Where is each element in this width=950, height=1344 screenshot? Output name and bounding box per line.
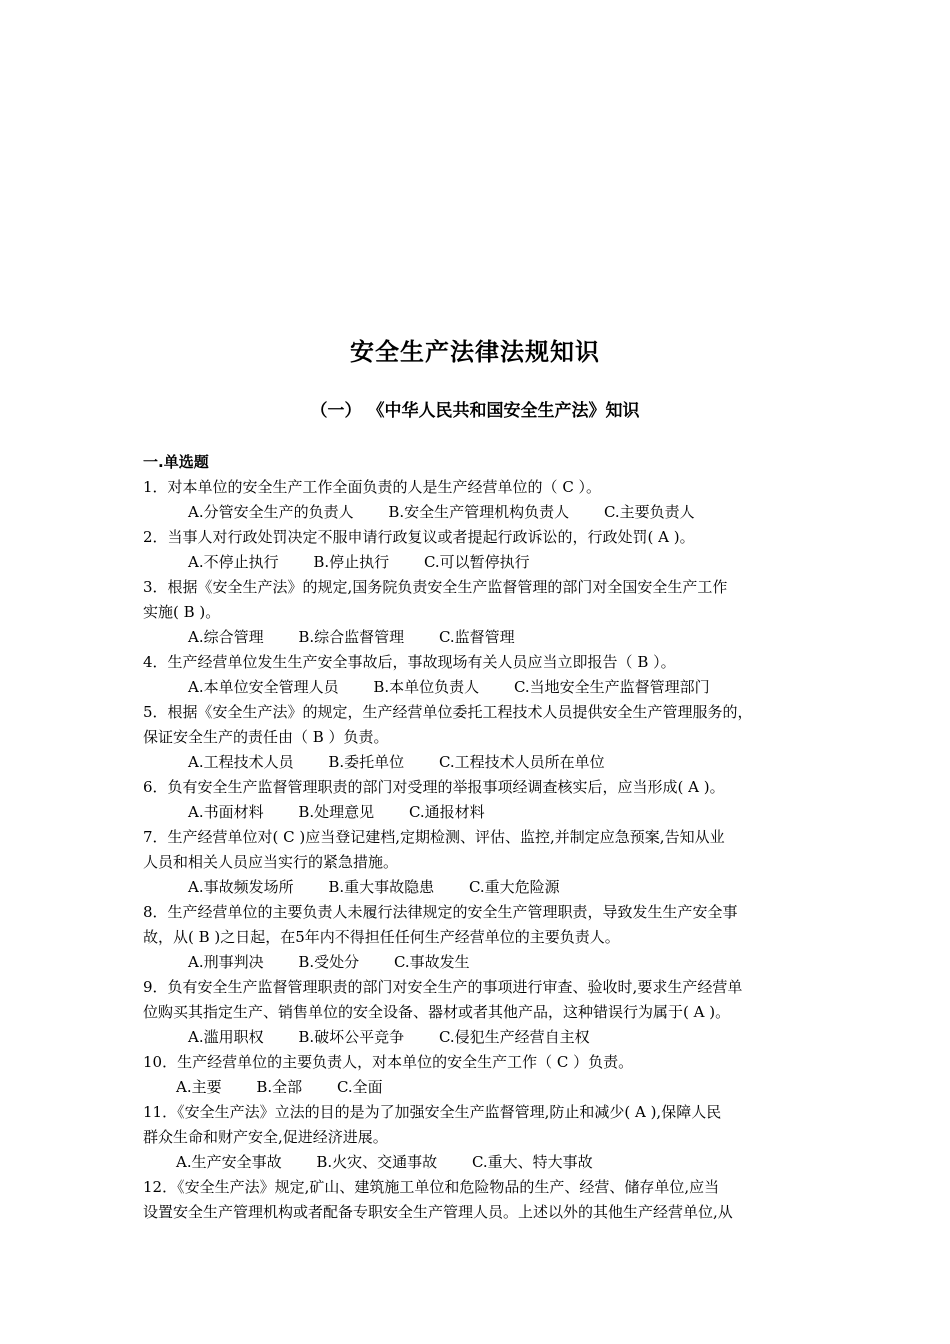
question-10-option-a: A.主要 <box>176 1078 222 1096</box>
question-4-line-1: 4．生产经营单位发生生产安全事故后，事故现场有关人员应当立即报告（ B ）。 <box>143 653 676 671</box>
question-11-line-2: 群众生命和财产安全,促进经济进展。 <box>143 1128 388 1146</box>
question-1-line-1: 1．对本单位的安全生产工作全面负责的人是生产经营单位的（ C ）。 <box>143 478 602 496</box>
question-9-option-b: B.破坏公平竞争 <box>298 1028 405 1046</box>
section-subhead: 一.单选题 <box>143 453 209 471</box>
question-5-option-c: C.工程技术人员所在单位 <box>438 753 605 771</box>
question-10-option-b: B.全部 <box>256 1078 303 1096</box>
question-8-option-c: C.事故发生 <box>393 953 470 971</box>
question-5-option-a: A.工程技术人员 <box>188 753 294 771</box>
question-9-option-c: C.侵犯生产经营自主权 <box>438 1028 590 1046</box>
question-12-line-1: 12．《安全生产法》规定,矿山、建筑施工单位和危险物品的生产、经营、储存单位,应当 <box>143 1178 720 1196</box>
question-11-options <box>143 1150 823 1175</box>
question-1-options <box>143 500 823 525</box>
question-3-option-a: A.综合管理 <box>188 628 264 646</box>
question-2-option-a: A.不停止执行 <box>188 553 279 571</box>
question-8-option-b: B.受处分 <box>298 953 360 971</box>
question-7-line-2: 人员和相关人员应当实行的紧急措施。 <box>143 853 399 871</box>
question-4-options <box>143 675 823 700</box>
question-10-options <box>143 1075 823 1100</box>
question-7-line-1: 7．生产经营单位对( C )应当登记建档,定期检测、评估、监控,并制定应急预案,告知从业 <box>143 828 725 846</box>
question-3-option-c: C.监督管理 <box>438 628 515 646</box>
question-8-option-a: A.刑事判决 <box>188 953 264 971</box>
question-11-option-a: A.生产安全事故 <box>176 1153 282 1171</box>
question-10-line-1: 10．生产经营单位的主要负责人，对本单位的安全生产工作（ C ）负责。 <box>143 1053 634 1071</box>
question-1-option-a: A.分管安全生产的负责人 <box>188 503 354 521</box>
question-11-option-b: B.火灾、交通事故 <box>316 1153 438 1171</box>
question-11-option-c: C.重大、特大事故 <box>471 1153 593 1171</box>
question-9-option-a: A.滥用职权 <box>188 1028 264 1046</box>
question-9-line-2: 位购买其指定生产、销售单位的安全设备、器材或者其他产品，这种错误行为属于( A )。 <box>143 1003 731 1021</box>
question-6-option-c: C.通报材料 <box>408 803 485 821</box>
question-6-option-a: A.书面材料 <box>188 803 264 821</box>
question-8-options <box>143 950 823 975</box>
question-4-option-b: B.本单位负责人 <box>373 678 480 696</box>
question-7-option-b: B.重大事故隐患 <box>328 878 435 896</box>
question-4-option-a: A.本单位安全管理人员 <box>188 678 339 696</box>
question-6-line-1: 6．负有安全生产监督管理职责的部门对受理的举报事项经调查核实后，应当形成( A )。 <box>143 778 725 796</box>
question-8-line-1: 8．生产经营单位的主要负责人未履行法律规定的安全生产管理职责，导致发生生产安全事 <box>143 903 738 921</box>
question-3-option-b: B.综合监督管理 <box>298 628 405 646</box>
question-1-option-c: C.主要负责人 <box>603 503 695 521</box>
question-8-line-2: 故，从( B )之日起，在5年内不得担任任何生产经营单位的主要负责人。 <box>143 928 620 946</box>
question-5-line-2: 保证安全生产的责任由（ B ）负责。 <box>143 728 389 746</box>
question-3-line-1: 3．根据《安全生产法》的规定,国务院负责安全生产监督管理的部门对全国安全生产工作 <box>143 578 728 596</box>
question-4-option-c: C.当地安全生产监督管理部门 <box>513 678 710 696</box>
question-3-line-2: 实施( B )。 <box>143 603 221 621</box>
question-9-line-1: 9．负有安全生产监督管理职责的部门对安全生产的事项进行审查、验收时,要求生产经营单 <box>143 978 743 996</box>
question-3-options <box>143 625 823 650</box>
question-12-line-2: 设置安全生产管理机构或者配备专职安全生产管理人员。上述以外的其他生产经营单位,从 <box>143 1203 733 1221</box>
question-1-option-b: B.安全生产管理机构负责人 <box>388 503 570 521</box>
question-7-options <box>143 875 823 900</box>
question-10-option-c: C.全面 <box>336 1078 383 1096</box>
question-5-line-1: 5．根据《安全生产法》的规定，生产经营单位委托工程技术人员提供安全生产管理服务的， <box>143 703 753 721</box>
question-7-option-a: A.事故频发场所 <box>188 878 294 896</box>
question-9-options <box>143 1025 823 1050</box>
question-5-options <box>143 750 823 775</box>
question-5-option-b: B.委托单位 <box>328 753 405 771</box>
question-2-line-1: 2．当事人对行政处罚决定不服申请行政复议或者提起行政诉讼的，行政处罚( A )。 <box>143 528 695 546</box>
question-list <box>143 450 823 1225</box>
question-6-options <box>143 800 823 825</box>
question-11-line-1: 11．《安全生产法》立法的目的是为了加强安全生产监督管理,防止和减少( A ),保障人民 <box>143 1103 722 1121</box>
document-title: 安全生产法律法规知识 <box>350 338 600 366</box>
question-6-option-b: B.处理意见 <box>298 803 375 821</box>
question-2-option-c: C.可以暂停执行 <box>423 553 530 571</box>
question-7-option-c: C.重大危险源 <box>468 878 560 896</box>
question-2-option-b: B.停止执行 <box>313 553 390 571</box>
section-title: （一） 《中华人民共和国安全生产法》知识 <box>310 401 640 421</box>
question-2-options <box>143 550 823 575</box>
